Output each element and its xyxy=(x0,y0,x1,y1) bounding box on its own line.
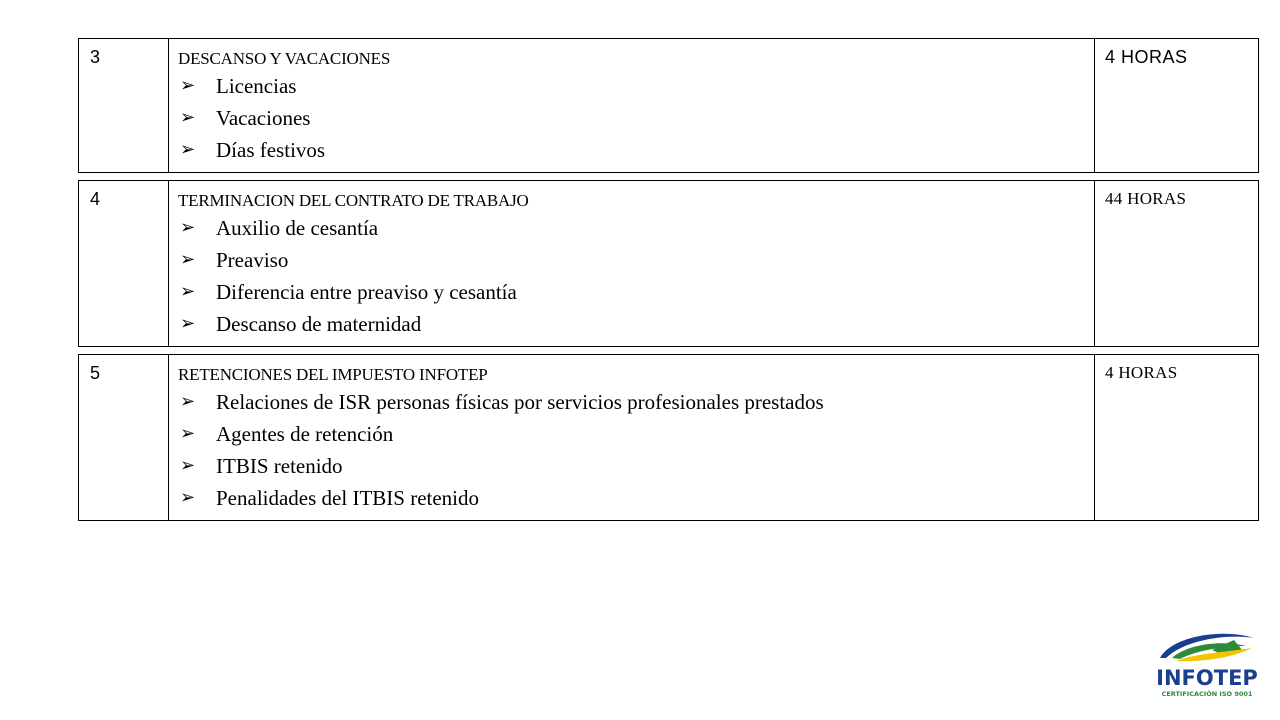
list-item: ➢ ITBIS retenido xyxy=(178,450,1094,482)
arrow-bullet-icon: ➢ xyxy=(180,107,196,128)
arrow-bullet-icon: ➢ xyxy=(180,313,196,334)
row-heading: TERMINACION DEL CONTRATO DE TRABAJO xyxy=(178,191,529,210)
arrow-bullet-icon: ➢ xyxy=(180,487,196,508)
row-4 xyxy=(78,180,1259,347)
arrow-bullet-icon: ➢ xyxy=(180,139,196,160)
list-item: ➢ Auxilio de cesantía xyxy=(178,212,1094,244)
row-heading: RETENCIONES DEL IMPUESTO INFOTEP xyxy=(178,365,488,384)
row-content xyxy=(169,39,1095,172)
row-hours: 44 HORAS xyxy=(1105,189,1187,208)
item-list xyxy=(178,212,1094,340)
arrow-bullet-icon: ➢ xyxy=(180,217,196,238)
row-content xyxy=(169,355,1095,520)
list-item: ➢ Vacaciones xyxy=(178,102,1094,134)
arrow-bullet-icon: ➢ xyxy=(180,391,196,412)
row-content xyxy=(169,181,1095,346)
row-hours: 4 HORAS xyxy=(1105,47,1188,67)
row-3 xyxy=(78,38,1259,173)
logo-name: INFOTEP xyxy=(1156,666,1258,690)
arrow-bullet-icon: ➢ xyxy=(180,249,196,270)
arrow-bullet-icon: ➢ xyxy=(180,455,196,476)
list-item: ➢ Días festivos xyxy=(178,134,1094,166)
logo-swoosh-icon xyxy=(1160,634,1254,661)
row-number: 5 xyxy=(79,355,169,520)
arrow-bullet-icon: ➢ xyxy=(180,75,196,96)
row-hours: 4 HORAS xyxy=(1105,363,1178,382)
list-item: ➢ Penalidades del ITBIS retenido xyxy=(178,482,1094,514)
list-item: ➢ Descanso de maternidad xyxy=(178,308,1094,340)
logo-tagline: CERTIFICACIÓN ISO 9001 xyxy=(1161,690,1253,698)
item-list xyxy=(178,70,1094,166)
row-number: 3 xyxy=(79,39,169,172)
list-item: ➢ Agentes de retención xyxy=(178,418,1094,450)
row-heading: DESCANSO Y VACACIONES xyxy=(178,49,391,68)
infotep-logo xyxy=(1142,628,1272,698)
list-item: ➢ Licencias xyxy=(178,70,1094,102)
list-item: ➢ Diferencia entre preaviso y cesantía xyxy=(178,276,1094,308)
arrow-bullet-icon: ➢ xyxy=(180,281,196,302)
row-5 xyxy=(78,354,1259,521)
arrow-bullet-icon: ➢ xyxy=(180,423,196,444)
item-list xyxy=(178,386,1094,514)
list-item: ➢ Preaviso xyxy=(178,244,1094,276)
row-number: 4 xyxy=(79,181,169,346)
list-item: ➢ Relaciones de ISR personas físicas por servicios profesionales prestados xyxy=(178,386,1094,418)
